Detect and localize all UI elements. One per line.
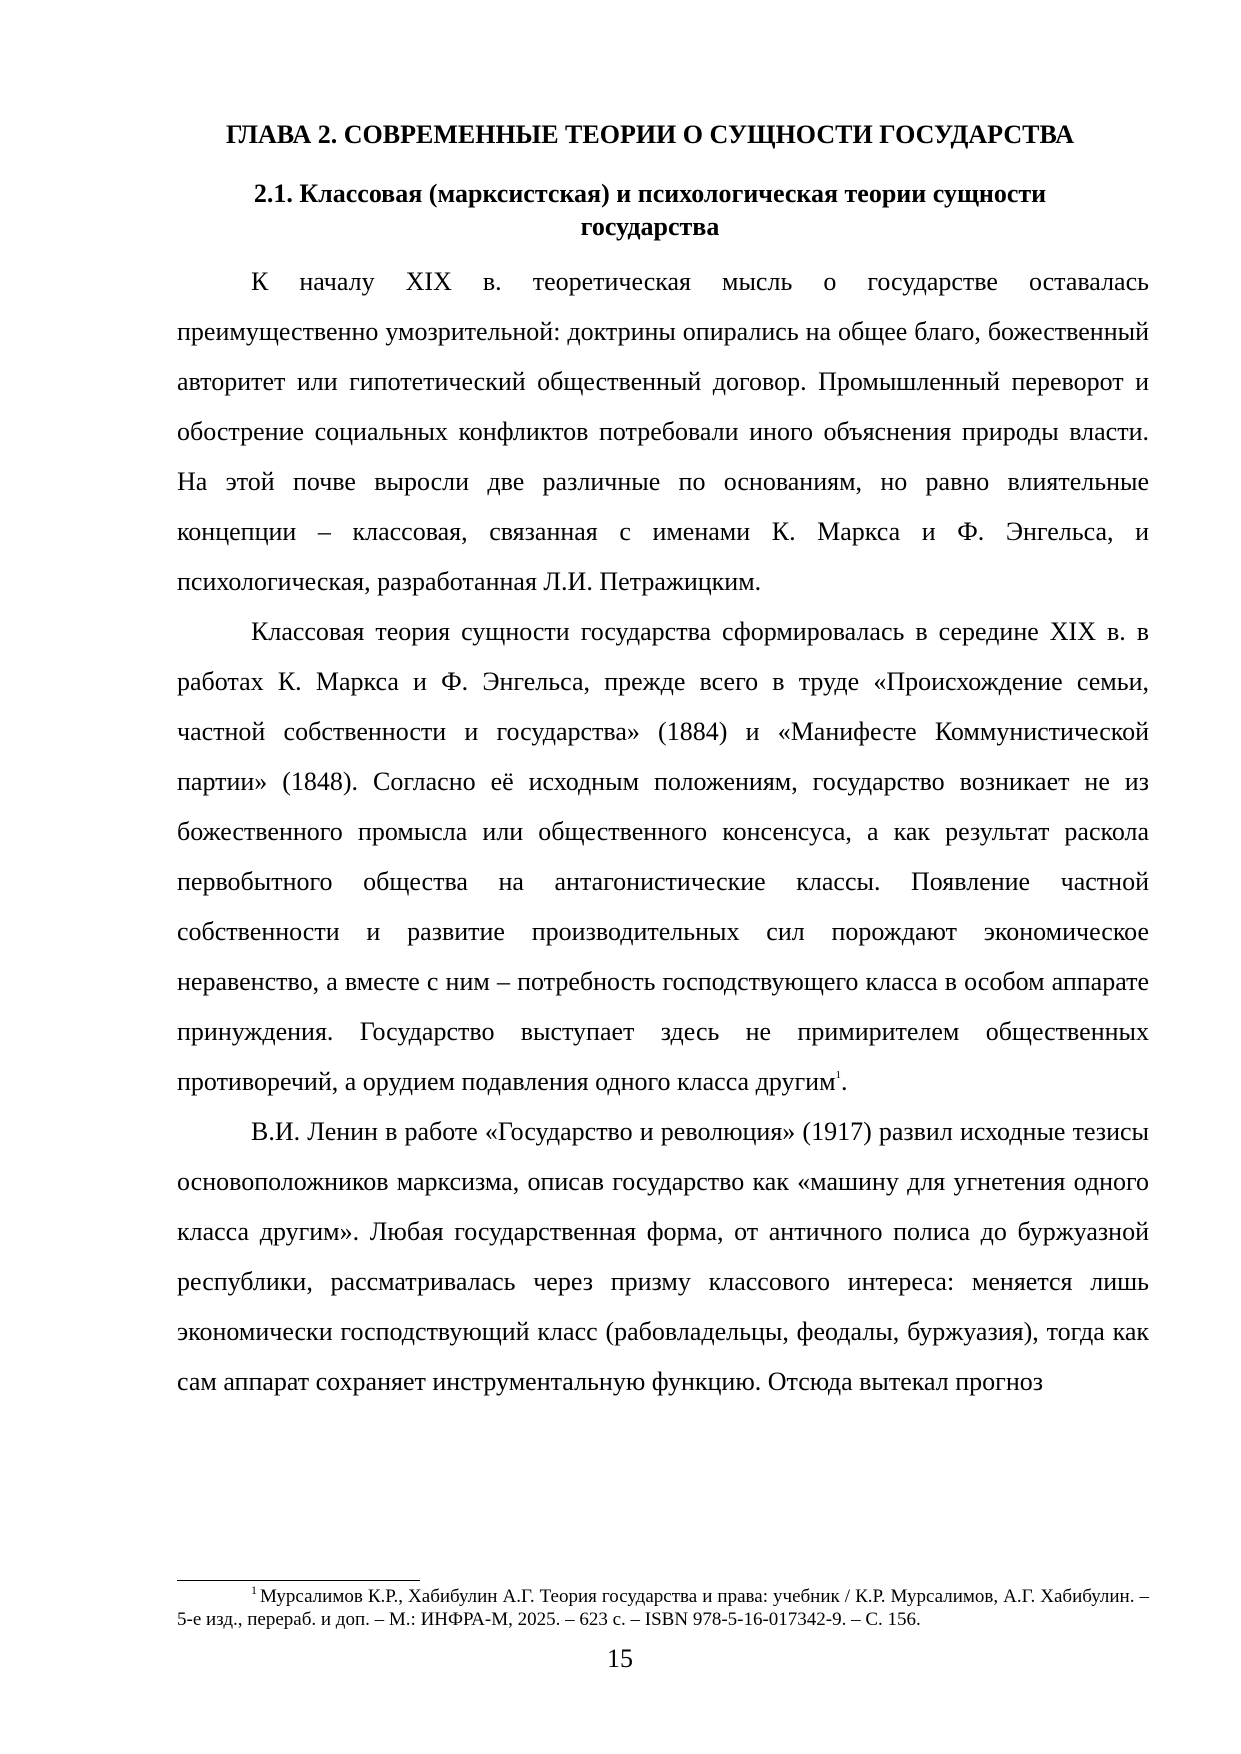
section-title: 2.1. Классовая (марксистская) и психологическая теории сущности государства xyxy=(253,179,1047,241)
paragraph-3: В.И. Ленин в работе «Государство и революция» (1917) развил исходные тезисы основоположников марксизма, описав государство как «машину для угнетения одного класса другим». Любая государственная форма, от античного полиса до буржуазной республики, рассматривалась через призму классового интереса: меняется лишь экономически господствующий класс (рабовладельцы, феодалы, буржуазия), тогда как сам аппарат сохраняет инструментальную функцию. Отсюда вытекал прогноз xyxy=(177,1117,1149,1396)
paragraph-2-end: . xyxy=(841,1067,848,1096)
footnote-separator xyxy=(177,1580,420,1581)
body-text xyxy=(177,257,1149,1407)
paragraph-2-text: Классовая теория сущности государства сформировалась в середине XIX в. в работах К. Маркса и Ф. Энгельса, прежде всего в труде «Происхождение семьи, частной собственности и государства» (1884) и «Манифесте Коммунистической партии» (1848). Согласно её исходным положениям, государство возникает не из божественного промысла или общественного консенсуса, а как результат раскола первобытного общества на антагонистические классы. Появление частной собственности и развитие производительных сил порождают экономическое неравенство, а вместе с ним – потребность господствующего класса в особом аппарате принуждения. Государство выступает здесь не примирителем общественных противоречий, а орудием подавления одного класса другим xyxy=(177,617,1149,1096)
footnote-number: 1 xyxy=(251,1583,257,1597)
footnote xyxy=(177,1585,1149,1631)
chapter-title: ГЛАВА 2. СОВРЕМЕННЫЕ ТЕОРИИ О СУЩНОСТИ ГОСУДАРСТВА xyxy=(226,120,1074,149)
footnote-reference[interactable]: 1 xyxy=(835,1069,842,1081)
paragraph-1: К началу XIX в. теоретическая мысль о государстве оставалась преимущественно умозрительной: доктрины опирались на общее благо, божественный авторитет или гипотетический общественный договор. Промышленный переворот и обострение социальных конфликтов потребовали иного объяснения природы власти. На этой почве выросли две различные по основаниям, но равно влиятельные концепции – классовая, связанная с именами К. Маркса и Ф. Энгельса, и психологическая, разработанная Л.И. Петражицким. xyxy=(177,267,1149,596)
paragraph-2 xyxy=(177,607,1149,1107)
page-number: 15 xyxy=(607,1644,633,1673)
footnote-text: Мурсалимов К.Р., Хабибулин А.Г. Теория государства и права: учебник / К.Р. Мурсалимов, А.Г. Хабибулин. – 5-е изд., перераб. и доп. – М.: ИНФРА-М, 2025. – 623 с. – ISBN 978-5-16-017342-9. – С. 156. xyxy=(177,1586,1149,1630)
